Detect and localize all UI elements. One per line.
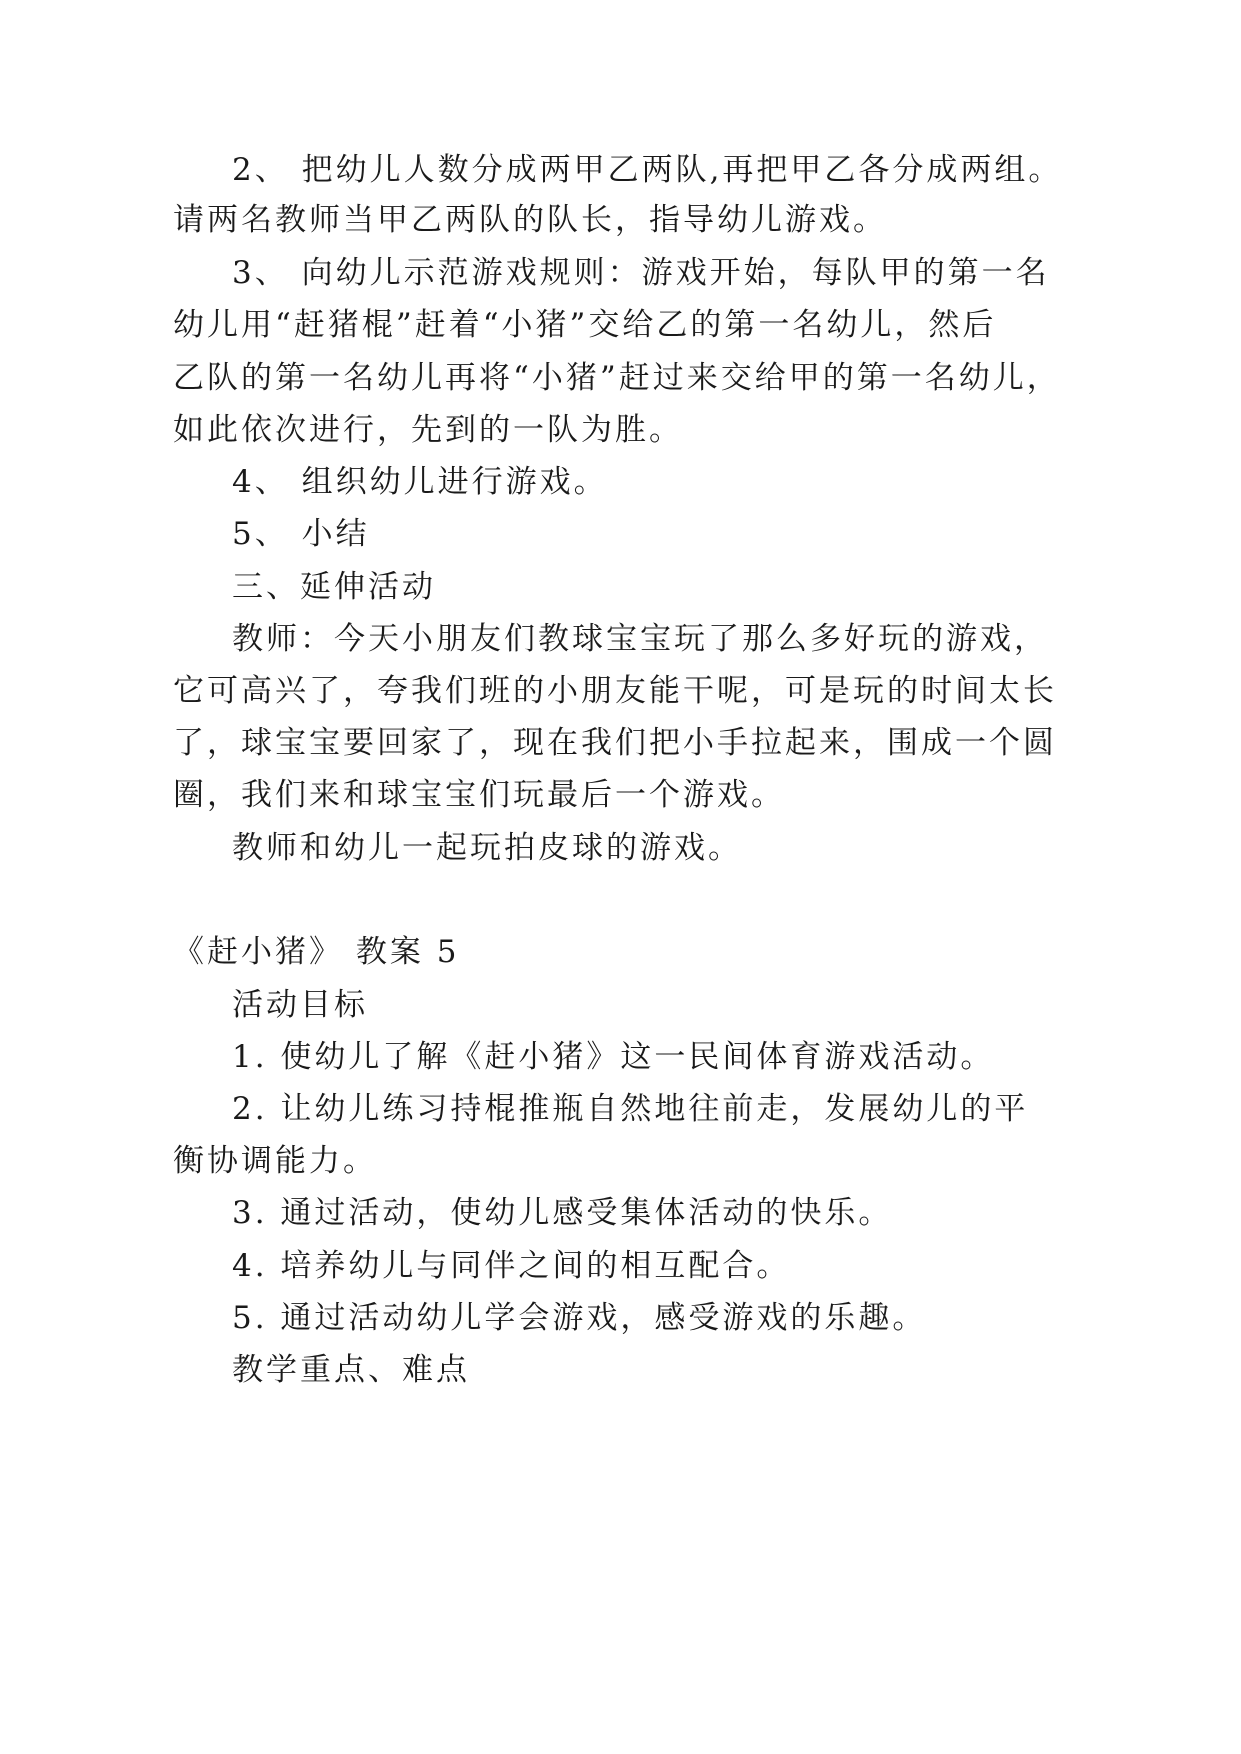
goal-4: 4. 培养幼儿与同伴之间的相互配合。 <box>232 1248 791 1284</box>
teacher-line-4: 圈，我们来和球宝宝们玩最后一个游戏。 <box>173 777 785 813</box>
goal-1: 1. 使幼儿了解《赶小猪》这一民间体育游戏活动。 <box>232 1039 995 1075</box>
teacher-line-2: 它可高兴了，夸我们班的小朋友能干呢，可是玩的时间太长 <box>173 673 1057 709</box>
goal-5: 5. 通过活动幼儿学会游戏，感受游戏的乐趣。 <box>232 1300 927 1336</box>
goal-2-line-1: 2. 让幼儿练习持棍推瓶自然地往前走，发展幼儿的平 <box>232 1091 1029 1127</box>
item-3-line-3: 乙队的第一名幼儿再将“小猪”赶过来交给甲的第一名幼儿， <box>173 360 1061 396</box>
item-2-line-1: 2、 把幼儿人数分成两甲乙两队,再把甲乙各分成两组。 <box>232 152 1063 188</box>
teacher-line-3: 了，球宝宝要回家了，现在我们把小手拉起来，围成一个圆 <box>173 725 1057 761</box>
goal-3: 3. 通过活动，使幼儿感受集体活动的快乐。 <box>232 1195 893 1231</box>
item-2-line-2: 请两名教师当甲乙两队的队长，指导幼儿游戏。 <box>173 202 887 238</box>
goal-2-line-2: 衡协调能力。 <box>173 1143 377 1179</box>
item-3-line-2: 幼儿用“赶猪棍”赶着“小猪”交给乙的第一名幼儿，然后 <box>173 307 997 343</box>
lesson-title: 《赶小猪》 教案 5 <box>173 934 460 970</box>
teacher-line-1: 教师：今天小朋友们教球宝宝玩了那么多好玩的游戏， <box>232 621 1048 657</box>
item-3-line-1: 3、 向幼儿示范游戏规则：游戏开始，每队甲的第一名 <box>232 255 1050 291</box>
item-3-line-4: 如此依次进行，先到的一队为胜。 <box>173 412 683 448</box>
extension-heading: 三、延伸活动 <box>232 569 436 605</box>
item-4: 4、 组织幼儿进行游戏。 <box>232 464 608 500</box>
key-points-heading: 教学重点、难点 <box>232 1352 470 1388</box>
closing-line: 教师和幼儿一起玩拍皮球的游戏。 <box>232 830 742 866</box>
item-5: 5、 小结 <box>232 516 370 552</box>
goals-heading: 活动目标 <box>232 987 368 1023</box>
